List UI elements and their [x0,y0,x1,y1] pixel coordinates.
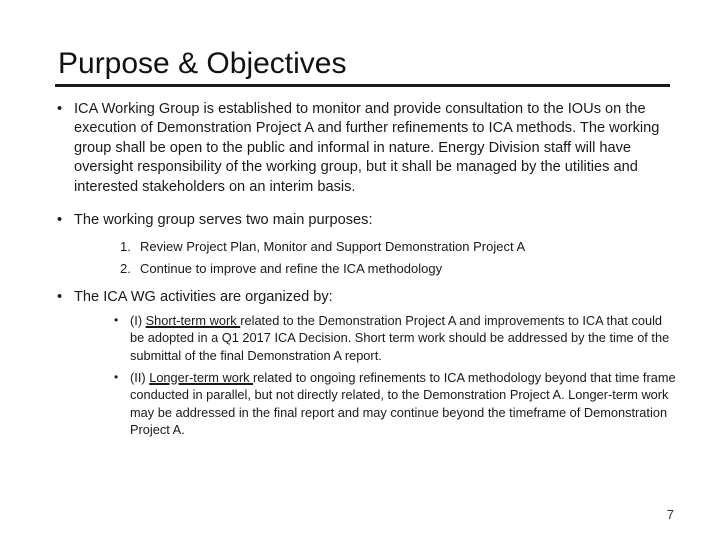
bullet-activities-organized: • The ICA WG activities are organized by: [56,288,676,307]
numbered-list-item [120,258,676,280]
list-item-text: Review Project Plan, Monitor and Support Demonstration Project A [140,239,526,255]
numbered-list-item [120,236,676,258]
slide-title: Purpose & Objectives [58,47,347,80]
bullet-two-main-purposes: • The working group serves two main purposes: [56,211,676,230]
item-text: related to the Demonstration Project A and improvements to ICA that could be adopted in a Q1 2017 ICA Decision. Short term work should be addressed by the time of the submittal of the final Demonstration A report. [130,312,670,363]
purposes-numbered-list [120,236,676,280]
sublist-item-longer-term [112,369,676,439]
activities-sublist [112,312,676,439]
underlined-term: Longer-term work [149,370,254,386]
title-underline-divider [55,84,670,87]
list-number: 1. [120,239,131,255]
slide-body [56,100,676,444]
bullet-working-group-purpose: • ICA Working Group is established to monitor and provide consultation to the IOUs on the execution of Demonstration Project A and further refinements to ICA methods. The working group shall be open to the public and informal in nature. Energy Division staff will have oversight responsibility of the working group, but it shall be managed by the utilities and interested stakeholders on an interim basis. [56,100,676,197]
page-number: 7 [666,507,674,522]
item-prefix: (II) [130,370,150,386]
list-item-text: Continue to improve and refine the ICA methodology [140,261,443,277]
underlined-term: Short-term work [145,312,241,328]
item-prefix: (I) [130,312,146,328]
item-text: related to ongoing refinements to ICA methodology beyond that time frame conducted in parallel, but not directly related, to the Demonstration Project A. Longer-term work may be addressed in the final report and may continue beyond the timeframe of Demonstration Project A. [130,370,676,438]
sublist-item-short-term [112,312,676,364]
list-number: 2. [120,261,131,277]
